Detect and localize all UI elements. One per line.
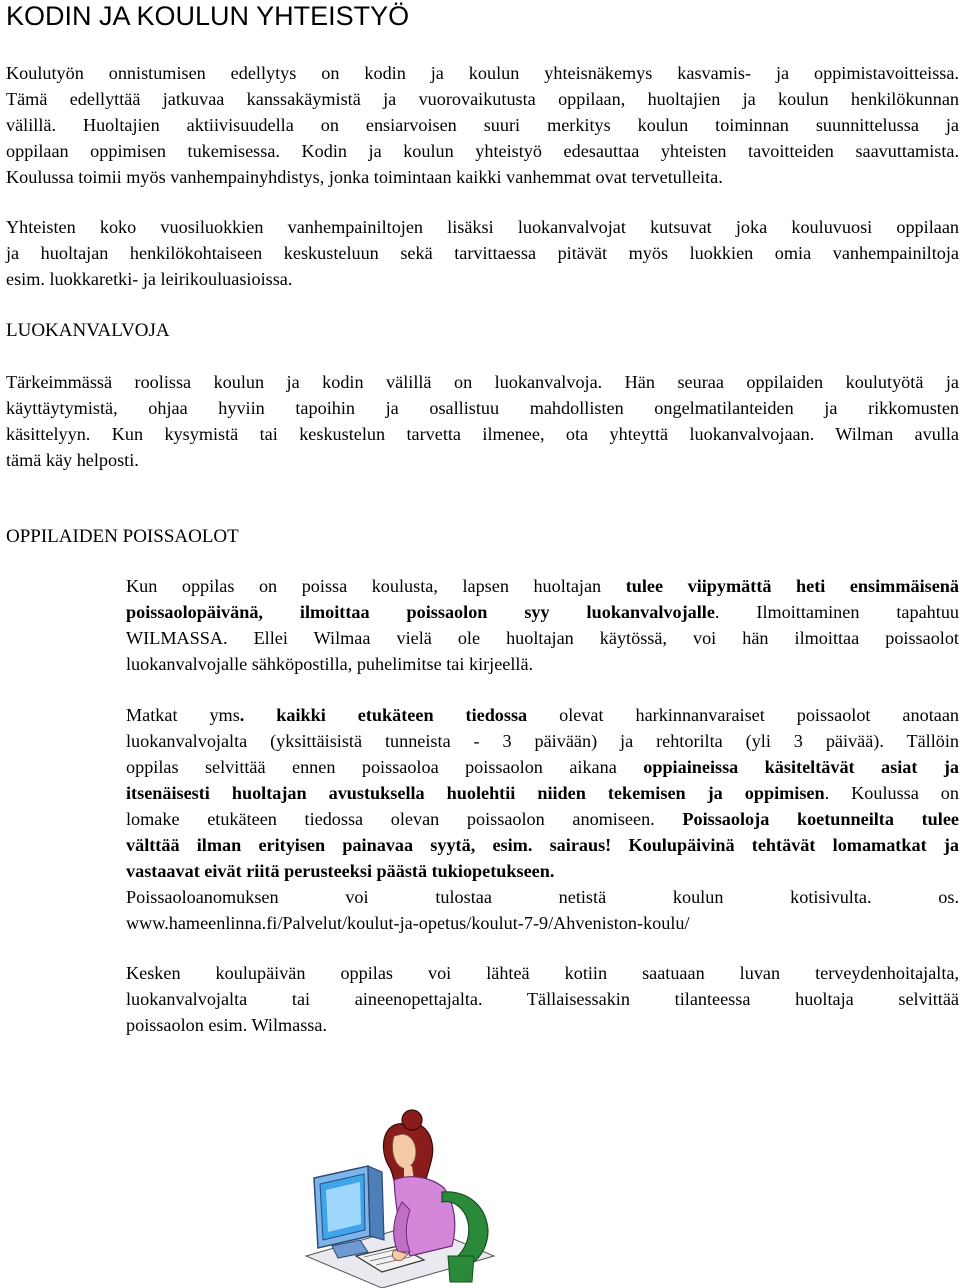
intro-line: oppilaan oppimisen tukemisessa. Kodin ja koulun yhteistyö edesauttaa yhteisten tavoitteiden saavuttamista.: [6, 141, 959, 161]
intro-line: Tämä edellyttää jatkuvaa kanssakäymistä ja vuorovaikutusta oppilaan, huoltajien ja koulun henkilökunnan: [6, 89, 959, 109]
planned-bold-text: vastaavat eivät riitä perusteeksi päästä tukiopetukseen.: [126, 861, 555, 881]
leave-line: poissaolon esim. Wilmassa.: [126, 1015, 328, 1035]
planned-line: luokanvalvojalta (yksittäisistä tunneista - 3 päivään) ja rehtorilta (yli 3 päivää). Tällöin: [126, 731, 959, 751]
planned-bold-text: välttää ilman erityisen painavaa syytä, esim. sairaus! Koulupäivinä tehtävät lomamatkat ja: [126, 835, 959, 855]
planned-text: . Koulussa on: [824, 783, 959, 803]
planned-text: Matkat yms: [126, 705, 240, 725]
planned-bold-text: itsenäisesti huoltajan avustuksella huolehtii niiden tekemisen ja oppimisen: [126, 783, 825, 803]
intro-paragraph: [6, 60, 959, 190]
planned-text: lomake etukäteen tiedossa olevan poissaolon anomiseen.: [126, 809, 683, 829]
luokanvalvoja-line: käsittelyyn. Kun kysymistä tai keskustelun tarvetta ilmenee, ota yhteyttä luokanvalvojaan. Wilman avulla: [6, 424, 959, 444]
planned-line: [126, 806, 959, 832]
absence-line: [126, 599, 959, 625]
planned-bold-text: . kaikki etukäteen tiedossa: [239, 705, 528, 725]
intro-line: Koulussa toimii myös vanhempainyhdistys, jonka toimintaan kaikki vanhemmat ovat tervetulleita.: [6, 167, 723, 187]
planned-line: [126, 858, 959, 884]
evenings-line: Yhteisten koko vuosiluokkien vanhempainiltojen lisäksi luokanvalvojat kutsuvat joka kouluvuosi oppilaan: [6, 217, 959, 237]
absence-text: Kun oppilas on poissa koulusta, lapsen huoltajan: [126, 576, 626, 596]
luokanvalvoja-paragraph: [6, 369, 959, 473]
absence-text: . Ilmoittaminen tapahtuu: [714, 602, 960, 622]
planned-line: [126, 832, 959, 858]
luokanvalvoja-line: tämä käy helposti.: [6, 450, 139, 470]
leave-line: Kesken koulupäivän oppilas voi lähteä kotiin saatuaan luvan terveydenhoitajalta,: [126, 963, 959, 983]
luokanvalvoja-line: käyttäytymistä, ohjaa hyviin tapoihin ja osallistuu mahdollisten ongelmatilanteiden ja rikkomusten: [6, 398, 959, 418]
woman-at-computer-illustration: [298, 1106, 498, 1288]
absence-line: [126, 573, 959, 599]
intro-line: välillä. Huoltajien aktiivisuudella on ensiarvoisen suuri merkitys koulun toiminnan suunnittelussa ja: [6, 115, 959, 135]
absence-bold-text: tulee viipymättä heti ensimmäisenä: [625, 576, 959, 596]
page-title: KODIN JA KOULUN YHTEISTYÖ: [6, 1, 410, 31]
planned-bold-text: oppiaineissa käsiteltävät asiat ja: [643, 757, 959, 777]
leave-school-paragraph: [126, 960, 959, 1038]
planned-bold-text: Poissaoloja koetunneilta tulee: [682, 809, 959, 829]
absence-line: WILMASSA. Ellei Wilmaa vielä ole huoltajan käytössä, voi hän ilmoittaa poissaolot: [126, 628, 959, 648]
evenings-line: ja huoltajan henkilökohtaiseen keskusteluun sekä tarvittaessa pitävät myös luokkien omia vanhempainiltoja: [6, 243, 959, 263]
planned-text: oppilas selvittää ennen poissaoloa poissaolon aikana: [126, 757, 644, 777]
absence-bold-text: poissaolopäivänä, ilmoittaa poissaolon syy luokanvalvojalle: [126, 602, 715, 622]
luokanvalvoja-line: Tärkeimmässä roolissa koulun ja kodin välillä on luokanvalvoja. Hän seuraa oppilaiden koulutyötä ja: [6, 372, 959, 392]
school-website-link[interactable]: www.hameenlinna.fi/Palvelut/koulut-ja-opetus/koulut-7-9/Ahveniston-koulu/: [126, 913, 690, 933]
planned-line: [126, 702, 959, 728]
planned-line: [126, 754, 959, 780]
leave-line: luokanvalvojalta tai aineenopettajalta. Tällaisessakin tilanteessa huoltaja selvittää: [126, 989, 959, 1009]
evenings-line: esim. luokkaretki- ja leirikouluasioissa.: [6, 269, 293, 289]
intro-line: Koulutyön onnistumisen edellytys on kodin ja koulun yhteisnäkemys kasvamis- ja oppimistavoitteissa.: [6, 63, 959, 83]
heading-poissaolot: OPPILAIDEN POISSAOLOT: [6, 526, 239, 547]
planned-line: [126, 780, 959, 806]
planned-line: Poissaoloanomuksen voi tulostaa netistä koulun kotisivulta. os.: [126, 887, 959, 907]
heading-luokanvalvoja: LUOKANVALVOJA: [6, 320, 170, 341]
absence-line: luokanvalvojalle sähköpostilla, puhelimitse tai kirjeellä.: [126, 654, 534, 674]
evenings-paragraph: [6, 214, 959, 292]
planned-absence-paragraph: [126, 702, 959, 936]
planned-text: olevat harkinnanvaraiset poissaolot anotaan: [527, 705, 959, 725]
absence-notice-paragraph: [126, 573, 959, 677]
